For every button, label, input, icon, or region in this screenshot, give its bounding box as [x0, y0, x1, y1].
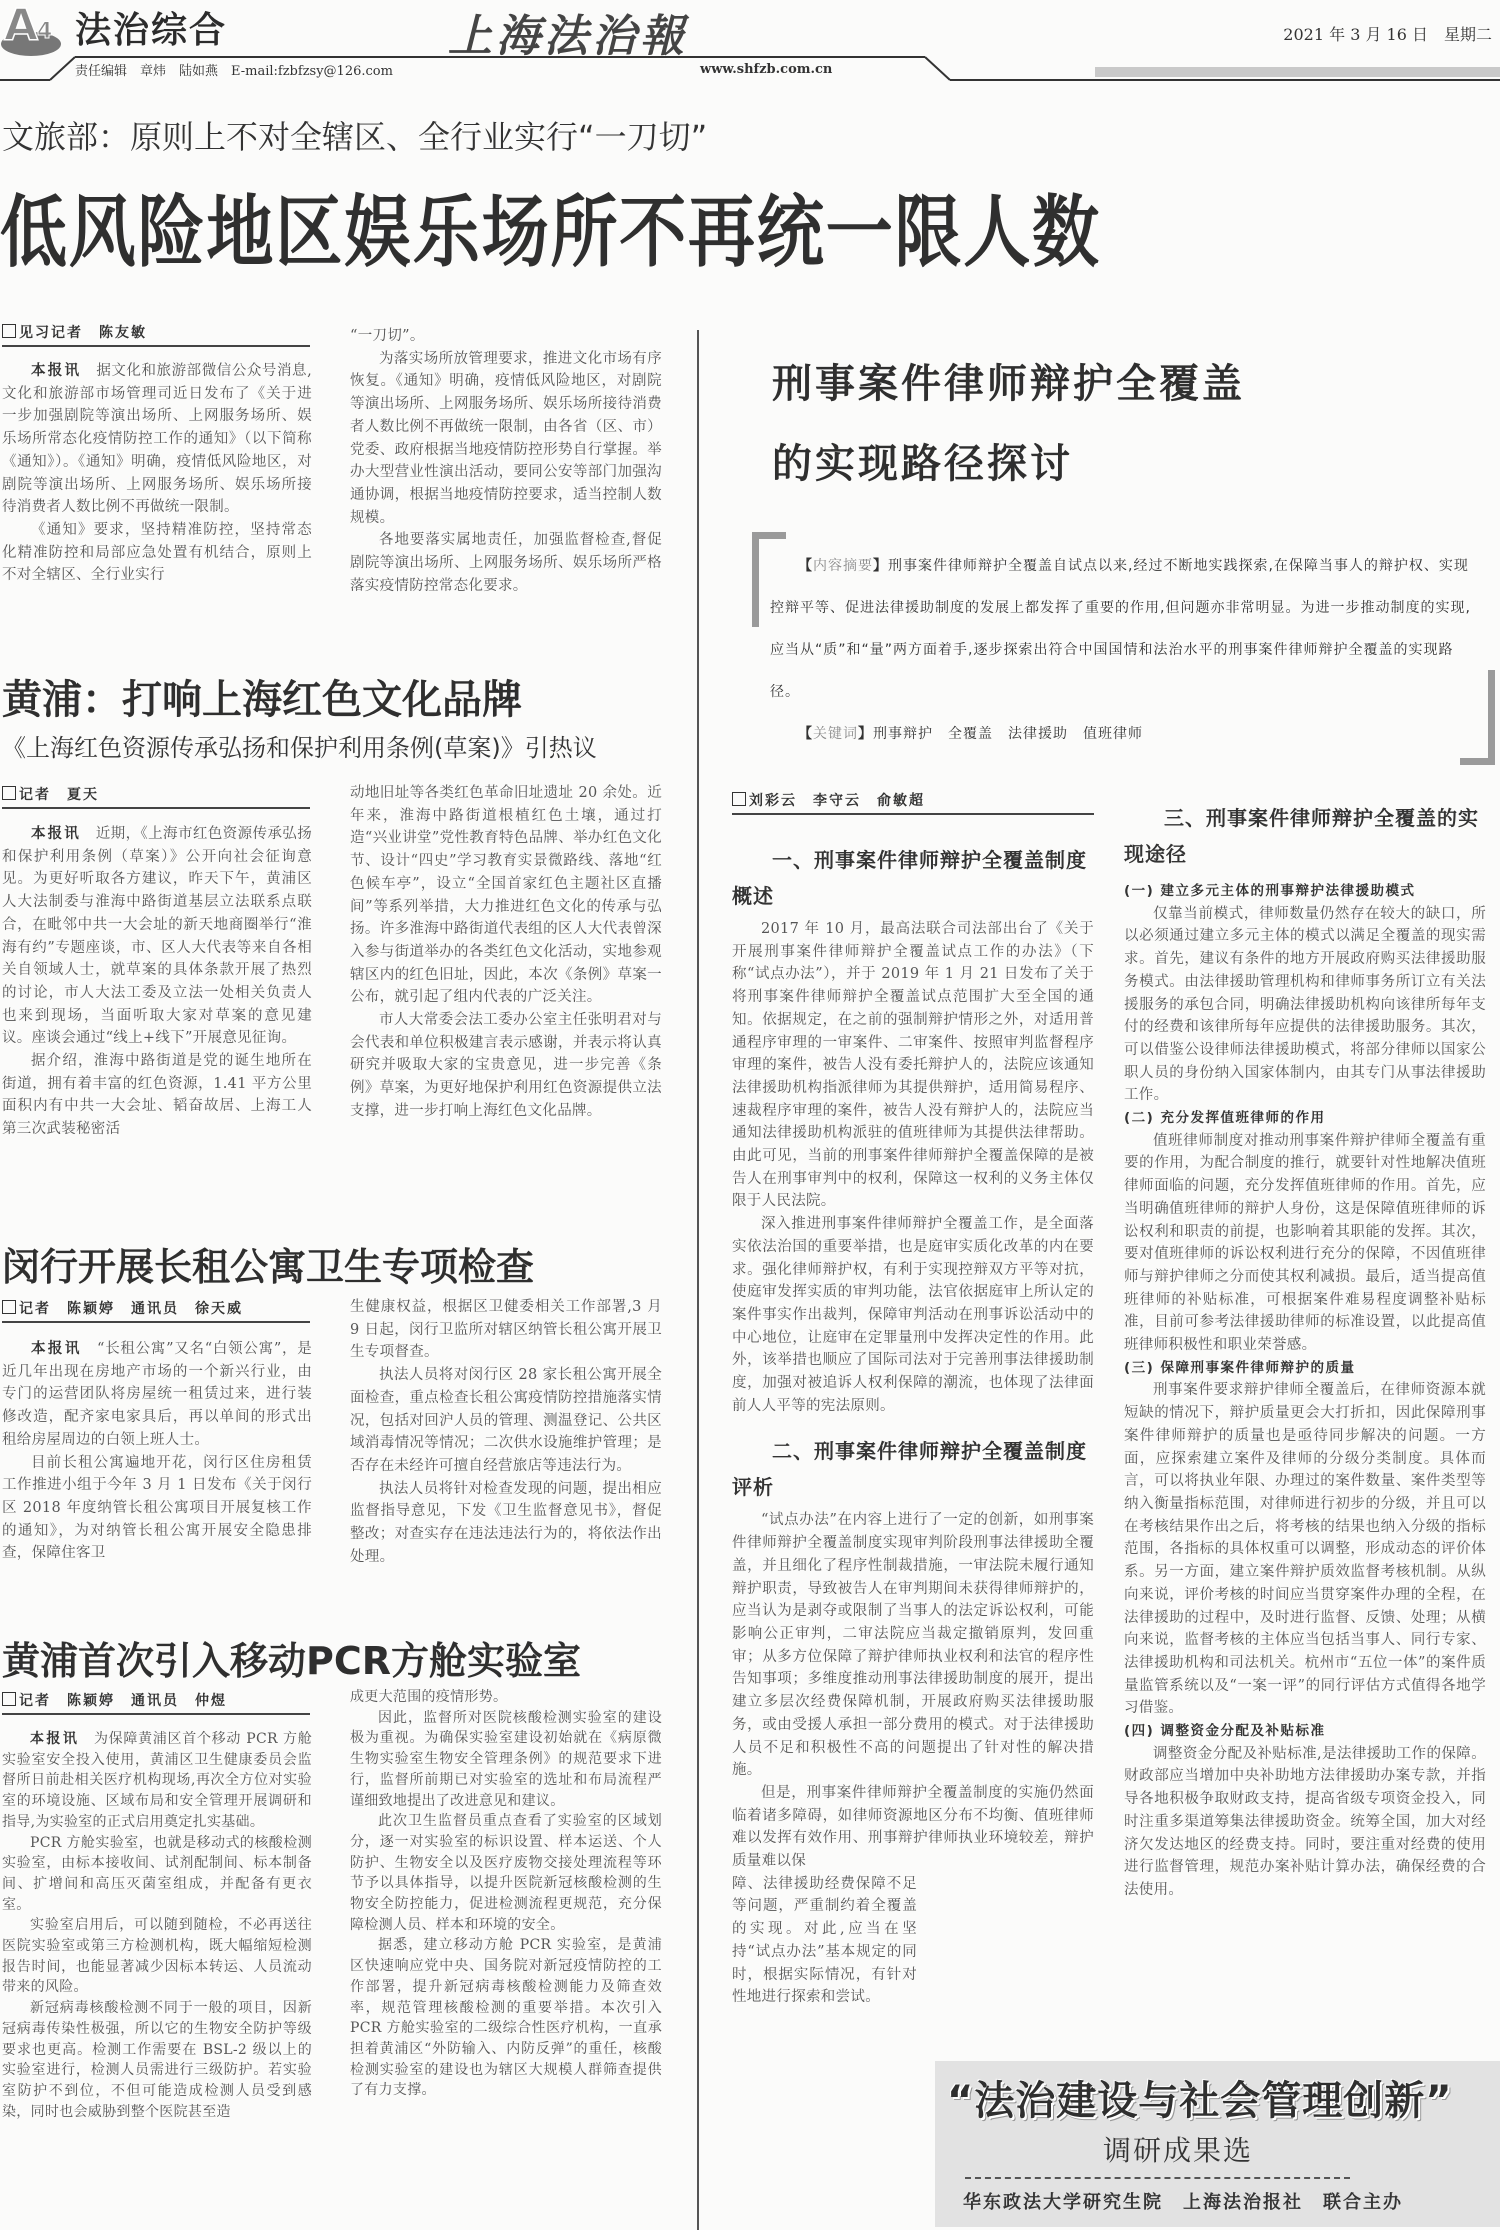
- huangpu-col1: [2, 823, 312, 1141]
- paragraph: 新冠病毒核酸检测不同于一般的项目，因新冠病毒传染性极强，所以它的生物安全防护等级要求也更高。检测工作需要在 BSL-2 级以上的实验室进行，检测人员需进行三级防护。若实验室防护不到位，不但可能造成检测人员受到感染，同时也会威胁到整个医院甚至造: [2, 2000, 312, 2120]
- lead-kicker: 文旅部：原则上不对全辖区、全行业实行“一刀切”: [2, 118, 708, 156]
- paragraph: 为保障黄浦区首个移动 PCR 方舱实验室安全投入使用，黄浦区卫生健康委员会监督所日前赴相关医疗机构现场,再次全方位对实验室的环境设施、区域布局和安全管理开展调研和指导,为实验室的正式启用奠定扎实基础。: [2, 1731, 312, 1830]
- essay-byline: 刘彩云 李守云 俞敏超: [732, 790, 1094, 815]
- page-digit: 4: [37, 19, 53, 44]
- minhang-col2: [350, 1296, 662, 1568]
- paragraph: 为落实场所放管理要求，推进文化市场有序恢复。《通知》明确，疫情低风险地区，对剧院等演出场所、上网服务场所、娱乐场所接待消费者人数比例不再做统一限制，由各省（区、市）党委、政府根据当地疫情防控形势自行掌握。举办大型营业性演出活动，要同公安等部门加强沟通协调，根据当地疫情防控要求，适当控制人数规模。: [350, 350, 662, 526]
- byline-box-icon: [2, 1692, 16, 1706]
- section1-title: 一、刑事案件律师辩护全覆盖制度概述: [732, 848, 1087, 908]
- paragraph: 市人大常委会法工委办公室主任张明君对与会代表和单位积极建言表示感谢，并表示将认真研究并吸取大家的宝贵意见，进一步完善《条例》草案，为更好地保护利用红色资源提供立法支撑，进一步打响上海红色文化品牌。: [350, 1012, 662, 1119]
- essay-title-line2: 的实现路径探讨: [772, 441, 1073, 487]
- lead-col2: [350, 325, 662, 597]
- paragraph: 因此，监督所对医院核酸检测实验室的建设极为重视。为确保实验室建设初始就在《病原微生物实验室生物安全管理条例》的规范要求下进行，监督所前期已对实验室的选址和布局流程严谨细致地提出了改进意见和建议。: [350, 1709, 662, 1809]
- huangpu-headline: 黄浦：打响上海红色文化品牌: [2, 677, 522, 723]
- paragraph: 但是，刑事案件律师辩护全覆盖制度的实施仍然面临着诸多障碍，如律师资源地区分布不均衡、值班律师难以发挥有效作用、刑事辩护律师执业环境较差，辩护质量难以保: [732, 1784, 1094, 1870]
- pcr-headline: 黄浦首次引入移动PCR方舱实验室: [2, 1639, 582, 1683]
- huangpu-byline: 记者 夏天: [2, 784, 310, 809]
- byline-box-icon: [2, 1300, 16, 1314]
- paragraph: PCR 方舱实验室，也就是移动式的核酸检测实验室，由标本接收间、试剂配制间、标本制备间、扩增间和高压灭菌室组成，并配备有更衣室。: [2, 1834, 312, 1913]
- paragraph: 障、法律援助经费保障不足等问题，严重制约着全覆盖的实现。对此,应当在坚持“试点办法”基本规定的同时，根据实际情况，有针对性地进行探索和尝试。: [732, 1875, 917, 2006]
- subsection3-title: (三) 保障刑事案件律师辩护的质量: [1124, 1359, 1356, 1376]
- abstract-text: 刑事案件律师辩护全覆盖自试点以来,经过不断地实践探索,在保障当事人的辩护权、实现控辩平等、促进法律援助制度的发展上都发挥了重要的作用,但问题亦非常明显。为进一步推动制度的实现,应当从“质”和“量”两方面着手,逐步探索出符合中国国情和法治水平的刑事案件律师辩护全覆盖的实现路径。: [770, 558, 1471, 700]
- byline-box-icon: [2, 324, 16, 338]
- paragraph: 刑事案件要求辩护律师全覆盖后，在律师资源本就短缺的情况下，辩护质量更会大打折扣，因此保障刑事案件律师辩护的质量也是亟待同步解决的问题。一方面，应探索建立案件及律师的分级分类制度。具体而言，可以将执业年限、办理过的案件数量、案件类型等纳入衡量指标范围，对律师进行初步的分级，并且可以在考核结果作出之后，将考核的结果也纳入分级的指标范围，各指标的具体权重可以调整，形成动态的评价体系。另一方面，建立案件辩护质效监督考核机制。从纵向来说，评价考核的时间应当贯穿案件办理的全程，在法律援助的过程中，及时进行监督、反馈、处理；从横向来说，监督考核的主体应当包括当事人、同行专家、法律援助机构和司法机关。杭州市“五位一体”的案件质量监管系统以及“一案一评”的同行评估方式值得各地学习借鉴。: [1124, 1382, 1486, 1717]
- abstract-block: 【内容摘要】刑事案件律师辩护全覆盖自试点以来,经过不断地实践探索,在保障当事人的辩护权、实现控辩平等、促进法律援助制度的发展上都发挥了重要的作用,但问题亦非常明显。为进一步推动制度的实现,应当从“质”和“量”两方面着手,逐步探索出符合中国国情和法治水平的刑事案件律师辩护全覆盖的实现路径。 【关键词】刑事辩护 全覆盖 法律援助 值班律师: [770, 558, 1471, 742]
- paragraph: 各地要落实属地责任，加强监督检查,督促剧院等演出场所、上网服务场所、娱乐场所严格落实疫情防控常态化要求。: [350, 532, 662, 594]
- lead-byline: 见习记者 陈友敏: [2, 322, 310, 347]
- minhang-col1: [2, 1338, 312, 1565]
- section-title: 法治综合: [75, 10, 228, 51]
- page-letter: A: [4, 0, 39, 51]
- promo-organizers: 华东政法大学研究生院 上海法治报社 联合主办: [963, 2192, 1403, 2213]
- header-gray-bar: [1095, 67, 1500, 77]
- website-link[interactable]: www.shfzb.com.cn: [700, 62, 833, 77]
- paragraph: 据文化和旅游部微信公众号消息,文化和旅游部市场管理司近日发布了《关于进一步加强剧院等演出场所、上网服务场所、娱乐场所常态化疫情防控工作的通知》（以下简称《通知》）。《通知》明确，疫情低风险地区，对剧院等演出场所、上网服务场所、娱乐场所接待消费者人数比例不再做统一限制。: [2, 363, 312, 516]
- paragraph: 值班律师制度对推动刑事案件辩护律师全覆盖有重要的作用，为配合制度的推行，就要针对性地解决值班律师面临的问题，充分发挥值班律师的作用。首先，应当明确值班律师的辩护人身份，这是保障值班律师的诉讼权利和职责的前提，也影响着其职能的发挥。其次，要对值班律师的诉讼权利进行充分的保障，不因值班律师与辩护律师之分而使其权利减损。最后，适当提高值班律师的补贴标准，可根据案件难易程度调整补贴标准，目前可参考法律援助律师的标准设置，以此提高值班律师积极性和职业荣誉感。: [1124, 1132, 1486, 1354]
- section2-title: 二、刑事案件律师辩护全覆盖制度评析: [732, 1439, 1087, 1500]
- pcr-byline: 记者 陈颖婷 通讯员 仲煜: [2, 1690, 310, 1715]
- paragraph: 调整资金分配及补贴标准,是法律援助工作的保障。财政部应当增加中央补助地方法律援助办案专款，并指导各地积极争取财政支持，提高省级专项资金投入，同时注重多渠道筹集法律援助资金。统筹全国，加大对经济欠发达地区的经费支持。同时，要注重对经费的使用进行监督管理，规范办案补贴计算办法，确保经费的合法使用。: [1124, 1745, 1486, 1898]
- minhang-byline: 记者 陈颖婷 通讯员 徐天威: [2, 1298, 310, 1323]
- section3-title: 三、刑事案件律师辩护全覆盖的实现途径: [1124, 806, 1479, 866]
- paragraph: 生健康权益，根据区卫健委相关工作部署,3 月 9 日起，闵行卫监所对辖区纳管长租公寓开展卫生专项督查。: [350, 1299, 662, 1361]
- essay-col1: [732, 842, 1094, 2009]
- promo-title: “法治建设与社会管理创新”: [947, 2078, 1453, 2124]
- paragraph: “一刀切”。: [350, 328, 425, 344]
- minhang-headline: 闵行开展长租公寓卫生专项检查: [2, 1245, 535, 1289]
- lead-label: 本报讯: [30, 1731, 80, 1747]
- paragraph: 目前长租公寓遍地开花，闵行区住房租赁工作推进小组于今年 3 月 1 日发布《关于闵行区 2018 年度纳管长租公寓项目开展复核工作的通知》，为对纳管长租公寓开展安全隐患排查，保障住客卫: [2, 1454, 312, 1562]
- paragraph: “试点办法”在内容上进行了一定的创新，如刑事案件律师辩护全覆盖制度实现审判阶段刑事法律援助全覆盖，并且细化了程序性制裁措施，一审法院未履行通知辩护职责，导致被告人在审判期间未获得律师辩护的，应当认为是剥夺或限制了当事人的法定诉讼权利，可能影响公正审判，二审法院应当裁定撤销原判，发回重审；从多方位保障了辩护律师执业权利和法官的程序性告知事项；多维度推动刑事法律援助制度的展开，提出建立多层次经费保障机制，开展政府购买法律援助服务，或由受援人承担一部分费用的模式。对于法律援助人员不足和积极性不高的问题提出了针对性的解决措施。: [732, 1512, 1094, 1779]
- pcr-col1: [2, 1729, 312, 2122]
- abstract-label: 内容摘要: [813, 558, 873, 574]
- keywords-label: 关键词: [813, 726, 858, 742]
- lead-label: 本报讯: [31, 362, 82, 379]
- lead-label: 本报讯: [31, 825, 81, 842]
- paragraph: 《通知》要求，坚持精准防控，坚持常态化精准防控和局部应急处置有机结合，原则上不对全辖区、全行业实行: [2, 521, 312, 584]
- editors-line: 责任编辑 章炜 陆如燕 E-mail:fzbfzsy@126.com: [75, 64, 393, 79]
- paragraph: 据介绍，淮海中路街道是党的诞生地所在街道，拥有着丰富的红色资源，1.41 平方公里面积内有中共一大会址、韬奋故居、上海工人第三次武装秘密活: [2, 1053, 312, 1138]
- paragraph: 成更大范围的疫情形势。: [350, 1689, 508, 1705]
- paragraph: 仅靠当前模式，律师数量仍然存在较大的缺口，所以必须通过建立多元主体的模式以满足全覆盖的现实需求。首先，建议有条件的地方开展政府购买法律援助服务模式。由法律援助管理机构和律师事务所订立有关法援服务的承包合同，明确法律援助机构向该律所每年支付的经费和该律所每年应提供的法律援助服务。其次，可以借鉴公设律师法律援助模式，将部分律师以国家公职人员的身份纳入国家体制内，由其专门从事法律援助工作。: [1124, 905, 1486, 1104]
- paragraph: 近期，《上海市红色资源传承弘扬和保护利用条例（草案）》公开向社会征询意见。为更好听取各方建议，昨天下午，黄浦区人大法制委与淮海中路街道基层立法联系点联合，在毗邻中共一大会址的新天地商圈举行“淮海有约”专题座谈，市、区人大代表等来自各相关自领域人士，就草案的具体条款开展了热烈的讨论，市人大法工委及立法一处相关负责人也来到现场，当面听取大家对草案的意见建议。座谈会通过“线上+线下”开展意见征询。: [2, 826, 313, 1047]
- paragraph: 2017 年 10 月，最高法联合司法部出台了《关于开展刑事案件律师辩护全覆盖试点工作的办法》（下称“试点办法”），并于 2019 年 1 月 21 日发布了关于将刑事案件律师辩护全覆盖试点范围扩大至全国的通知。依据规定，在之前的强制辩护情形之外，对适用普通程序审理的一审案件、二审案件、按照审判监督程序审理的案件，被告人没有委托辩护人的，法院应该通知法律援助机构指派律师为其提供辩护，适用简易程序、速裁程序审理的案件，被告人没有辩护人的，法院应当通知法律援助机构派驻的值班律师为其提供法律帮助。由此可见，当前的刑事案件律师辩护全覆盖保障的是被告人在刑事审判中的权利，保障这一权利的义务主体仅限于人民法院。: [732, 921, 1094, 1210]
- keywords-text: 刑事辩护 全覆盖 法律援助 值班律师: [873, 726, 1143, 742]
- huangpu-subhead: 《上海红色资源传承弘扬和保护利用条例(草案)》引热议: [2, 734, 597, 762]
- paragraph: “长租公寓”又名“白领公寓”，是近几年出现在房地产市场的一个新兴行业，由专门的运营团队将房屋统一租赁过来，进行装修改造，配齐家电家具后，再以单间的形式出租给房屋周边的白领上班人士。: [2, 1341, 312, 1448]
- bracket-bottom-right-vertical: [1488, 670, 1495, 765]
- lead-label: 本报讯: [31, 1340, 82, 1357]
- lead-headline: 低风险地区娱乐场所不再统一限人数: [0, 188, 1101, 278]
- byline-box-icon: [732, 792, 746, 806]
- promo-box: [935, 2061, 1500, 2227]
- masthead-logo: 上海法治報: [448, 11, 688, 62]
- page-number-badge: [0, 0, 62, 58]
- paragraph: 执法人员将对闵行区 28 家长租公寓开展全面检查，重点检查长租公寓疫情防控措施落实情况，包括对回沪人员的管理、测温登记、公共区域消毒情况等情况；二次供水设施维护管理；是否存在未经许可擅自经营旅店等违法行为。: [350, 1367, 662, 1474]
- paragraph: 实验室启用后，可以随到随检，不必再送往医院实验室或第三方检测机构，既大幅缩短检测报告时间，也能显著减少因标本转运、人员流动带来的风险。: [2, 1917, 312, 1996]
- paragraph: 动地旧址等各类红色革命旧址遗址 20 余处。近年来，淮海中路街道根植红色土壤，通过打造“兴业讲堂”党性教育特色品牌、举办红色文化节、设计“四史”学习教育实景微路线、落地“红色候车亭”，设立“全国首家红色主题社区直播间”等系列举措，大力推进红色文化的传承与弘扬。许多淮海中路街道代表组的区人大代表曾深入参与街道举办的各类红色文化活动，实地参观辖区内的红色旧址，因此，本次《条例》草案一公布，就引起了组内代表的广泛关注。: [350, 785, 662, 1006]
- paragraph: 此次卫生监督员重点查看了实验室的区域划分，逐一对实验室的标识设置、样本运送、个人防护、生物安全以及医疗废物交接处理流程等环节予以具体指导，以提升医院新冠核酸检测的生物安全防控能力，促进检测流程更规范，充分保障检测人员、样本和环境的安全。: [350, 1813, 662, 1933]
- subsection2-title: (二) 充分发挥值班律师的作用: [1124, 1110, 1326, 1127]
- huangpu-col2: [350, 782, 662, 1123]
- paragraph: 据悉，建立移动方舱 PCR 实验室，是黄浦区快速响应党中央、国务院对新冠疫情防控的工作部署，提升新冠病毒核酸检测能力及筛查效率，规范管理核酸检测的重要举措。本次引入 PCR 方舱实验室的二级综合性医疗机构，一直承担着黄浦区“外防输入、内防反弹”的重任，核酸检测实验室的建设也为辖区大规模人群筛查提供了有力支撑。: [350, 1937, 662, 2099]
- subsection1-title: (一) 建立多元主体的刑事辩护法律援助模式: [1124, 883, 1416, 899]
- page-badge-icon: [0, 0, 62, 58]
- subsection4-title: (四) 调整资金分配及补贴标准: [1124, 1723, 1326, 1740]
- promo-dashed-rule: [965, 2177, 1350, 2179]
- lead-col1: [2, 360, 312, 587]
- essay-col2: [1124, 800, 1486, 1902]
- bracket-top-left-vertical: [752, 532, 759, 627]
- paragraph: 执法人员将针对检查发现的问题，提出相应监督指导意见，下发《卫生监督意见书》，督促整改；对查实存在违法违法行为的，将依法作出处理。: [350, 1480, 662, 1565]
- bracket-bottom-right: [1460, 758, 1495, 765]
- promo-subtitle: 调研成果选: [1103, 2134, 1254, 2167]
- column-divider: [697, 330, 699, 2230]
- byline-box-icon: [2, 786, 16, 800]
- issue-date: 2021 年 3 月 16 日 星期二: [1283, 25, 1492, 44]
- essay-title-line1: 刑事案件律师辩护全覆盖: [772, 361, 1245, 407]
- paragraph: 深入推进刑事案件律师辩护全覆盖工作，是全面落实依法治国的重要举措，也是庭审实质化改革的内在要求。强化律师辩护权，有利于实现控辩双方平等对抗，使庭审发挥实质的审判功能，法官依据庭审上所认定的案件事实作出裁判，保障审判活动在刑事诉讼活动中的中心地位，让庭审在定罪量刑中发挥决定性的作用。此外，该举措也顺应了国际司法对于完善刑事法律援助制度，加强对被追诉人权利保障的潮流，也体现了法律面前人人平等的宪法原则。: [732, 1216, 1094, 1414]
- pcr-col2: [350, 1687, 662, 2101]
